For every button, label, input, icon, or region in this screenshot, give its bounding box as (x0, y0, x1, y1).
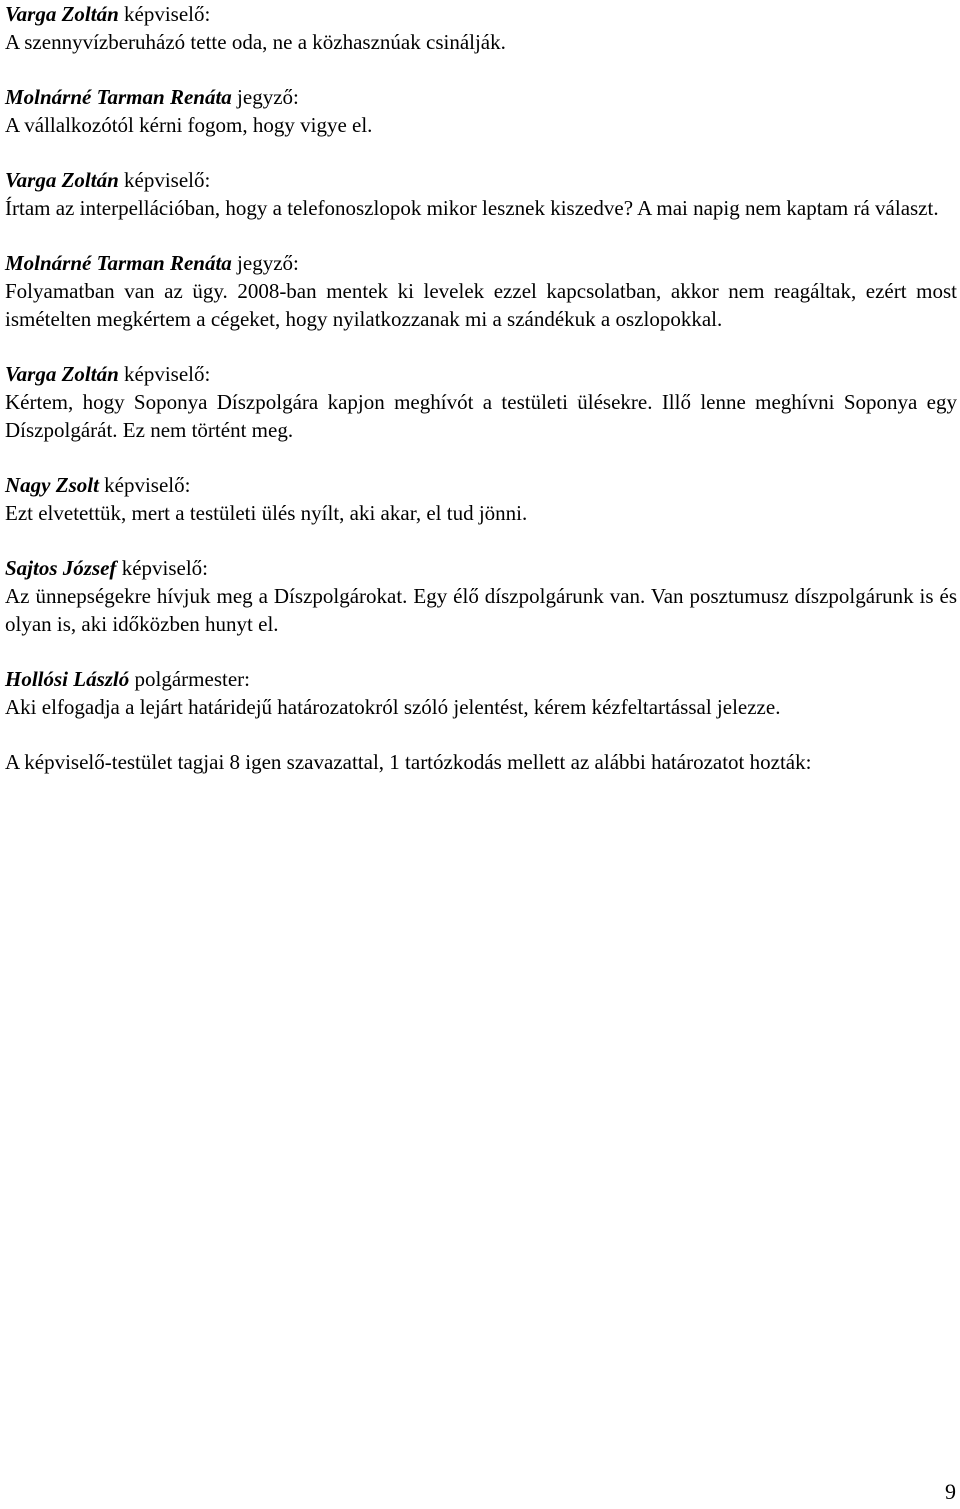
speaker-role: képviselő: (118, 362, 211, 386)
speech-block (5, 0, 957, 56)
speaker-name: Molnárné Tarman Renáta (5, 251, 232, 275)
speech-text: Folyamatban van az ügy. 2008-ban mentek ki levelek ezzel kapcsolatban, akkor nem reagáltak, ezért most ismételten megkértem a cégeket, hogy nyilatkozzanak mi a szándékuk a oszlopokkal. (5, 279, 957, 331)
speech-text: A szennyvízberuházó tette oda, ne a közhasznúak csinálják. (5, 30, 506, 54)
speaker-role: képviselő: (116, 556, 209, 580)
speaker-line (5, 471, 957, 499)
speech-block (5, 83, 957, 139)
speech-block (5, 665, 957, 721)
speech-text: Az ünnepségekre hívjuk meg a Díszpolgárokat. Egy élő díszpolgárunk van. Van posztumusz díszpolgárunk is és olyan is, aki időközben hunyt el. (5, 584, 957, 636)
speech-block (5, 471, 957, 527)
page-number: 9 (945, 1479, 956, 1504)
document-body (5, 0, 957, 776)
speaker-name: Sajtos József (5, 556, 117, 580)
speaker-line (5, 665, 957, 693)
speaker-line (5, 0, 957, 28)
speaker-name: Varga Zoltán (5, 2, 119, 26)
speech-text: A vállalkozótól kérni fogom, hogy vigye el. (5, 113, 373, 137)
speaker-name: Molnárné Tarman Renáta (5, 85, 232, 109)
speaker-role: jegyző: (231, 251, 299, 275)
speaker-line (5, 249, 957, 277)
speech-text: Kértem, hogy Soponya Díszpolgára kapjon meghívót a testületi ülésekre. Illő lenne meghívni Soponya egy Díszpolgárát. Ez nem történt meg. (5, 390, 957, 442)
speech-text: Írtam az interpellációban, hogy a telefonoszlopok mikor lesznek kiszedve? A mai napig nem kaptam rá választ. (5, 196, 939, 220)
speaker-name: Hollósi László (5, 667, 130, 691)
resolution-statement: A képviselő-testület tagjai 8 igen szavazattal, 1 tartózkodás mellett az alábbi határozatot hozták: (5, 750, 812, 774)
speaker-line (5, 554, 957, 582)
speaker-line (5, 360, 957, 388)
speaker-role: képviselő: (98, 473, 191, 497)
speech-block (5, 554, 957, 638)
speech-block (5, 166, 957, 222)
speech-block (5, 360, 957, 444)
speaker-line (5, 166, 957, 194)
speaker-name: Varga Zoltán (5, 168, 119, 192)
speaker-role: képviselő: (118, 2, 211, 26)
speaker-name: Varga Zoltán (5, 362, 119, 386)
speech-block (5, 249, 957, 333)
speaker-name: Nagy Zsolt (5, 473, 99, 497)
speech-text: Ezt elvetettük, mert a testületi ülés nyílt, aki akar, el tud jönni. (5, 501, 528, 525)
speaker-role: jegyző: (231, 85, 299, 109)
speaker-role: polgármester: (129, 667, 250, 691)
speaker-role: képviselő: (118, 168, 211, 192)
speech-text: Aki elfogadja a lejárt határidejű határozatokról szóló jelentést, kérem kézfeltartással jelezze. (5, 695, 781, 719)
speaker-line (5, 83, 957, 111)
